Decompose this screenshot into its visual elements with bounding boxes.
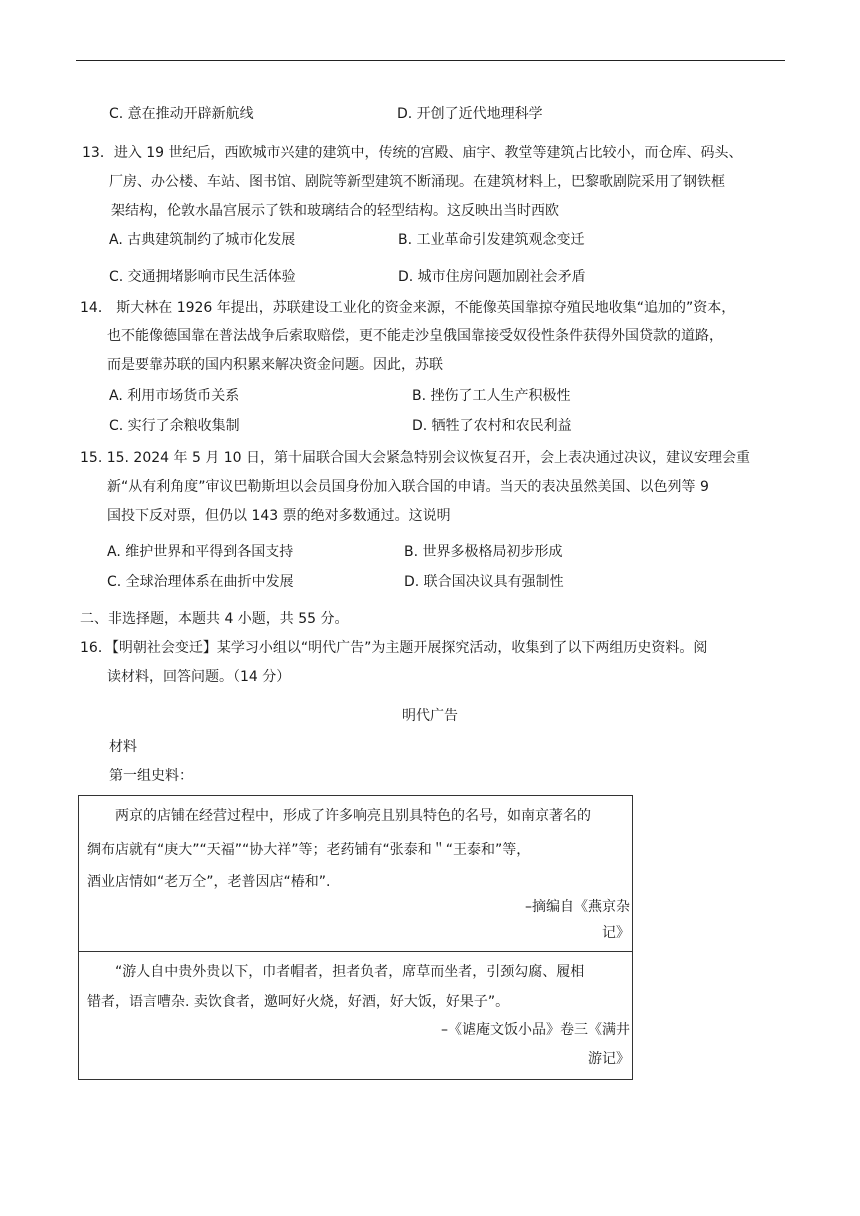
q15-stem-line3: 国投下反对票，但仍以 143 票的绝对多数通过。这说明 (107, 508, 451, 524)
q14-stem-line3: 而是要靠苏联的国内积累来解决资金问题。因此，苏联 (107, 357, 443, 373)
group1-label: 第一组史料： (109, 768, 193, 784)
box1-text-line3: 酒业店情如“老万仝”，老普因店“椿和”. (87, 874, 331, 890)
material-title: 明代广告 (402, 708, 458, 724)
q14-option-b: B. 挫伤了工人生产积极性 (412, 388, 571, 404)
box1-source-line2: 记》 (602, 925, 630, 941)
q14-option-a: A. 利用市场货币关系 (109, 388, 240, 404)
q14-stem-line2: 也不能像德国靠在普法战争后索取赔偿，更不能走沙皇俄国靠接受奴役性条件获得外国贷款的道路， (107, 328, 723, 344)
q13-stem-line2: 厂房、办公楼、车站、图书馆、剧院等新型建筑不断涌现。在建筑材料上，巴黎歌剧院采用了钢铁框 (109, 174, 725, 190)
q13-option-a: A. 古典建筑制约了城市化发展 (109, 232, 296, 248)
box2-source-line1: –《谑庵文饭小品》卷三《满井 (441, 1022, 630, 1038)
q15-stem-line2: 新“从有利角度”审议巴勒斯坦以会员国身份加入联合国的申请。当天的表决虽然美国、以色列等 9 (107, 479, 709, 495)
q12-option-c: C. 意在推动开辟新航线 (109, 106, 254, 122)
box1-source-line1: –摘编自《燕京杂 (525, 899, 630, 915)
box1-text-line2: 绸布店就有“庚大”“天福”“协大祥”等；老药铺有“张泰和＂“王泰和”等， (87, 842, 531, 858)
q14-option-c: C. 实行了余粮收集制 (109, 418, 240, 434)
q13-option-d: D. 城市住房问题加剧社会矛盾 (398, 269, 586, 285)
material-label: 材料 (109, 739, 137, 755)
box1-text-line1: 两京的店铺在经营过程中，形成了许多响亮且别具特色的名号，如南京著名的 (115, 808, 591, 824)
q15-option-d: D. 联合国决议具有强制性 (404, 574, 564, 590)
q13-option-c: C. 交通拥堵影响市民生活体验 (109, 269, 296, 285)
q15-stem-line1: 15. 15. 2024 年 5 月 10 日，第十届联合国大会紧急特别会议恢复召开，会上表决通过决议，建议安理会重 (80, 450, 751, 466)
box2-text-line2: 错者，语言嘈杂. 卖饮食者，邀呵好火烧，好酒，好大饭，好果子”。 (87, 994, 510, 1010)
q13-stem-line3: 架结构，伦敦水晶宫展示了铁和玻璃结合的轻型结构。这反映出当时西欧 (111, 203, 559, 219)
source-box-2 (78, 952, 633, 1080)
q16-stem-line1: 16．【明朝社会变迁】某学习小组以“明代广告”为主题开展探究活动，收集到了以下两组历史资料。阅 (80, 640, 708, 656)
header-rule (76, 60, 785, 61)
q16-stem-line2: 读材料，回答问题。（14 分） (107, 669, 291, 685)
q12-option-d: D. 开创了近代地理科学 (397, 106, 543, 122)
q14-stem-line1: 14． 斯大林在 1926 年提出，苏联建设工业化的资金来源，不能像英国靠掠夺殖民地收集“追加的”资本， (80, 300, 736, 316)
box2-text-line1: “游人自中贵外贵以下，巾者帽者，担者负者，席草而坐者，引颈勾腐、履相 (115, 964, 585, 980)
q15-option-c: C. 全球治理体系在曲折中发展 (107, 574, 294, 590)
q13-stem-line1: 13．进入 19 世纪后，西欧城市兴建的建筑中，传统的宫殿、庙宇、教堂等建筑占比较小，而仓库、码头、 (82, 145, 743, 161)
section-heading: 二、非选择题，本题共 4 小题，共 55 分。 (80, 611, 349, 627)
q14-option-d: D. 牺牲了农村和农民利益 (412, 418, 572, 434)
box2-source-line2: 游记》 (588, 1051, 630, 1067)
q15-option-a: A. 维护世界和平得到各国支持 (107, 544, 294, 560)
source-box-1 (78, 795, 633, 952)
q15-option-b: B. 世界多极格局初步形成 (404, 544, 563, 560)
q13-option-b: B. 工业革命引发建筑观念变迁 (398, 232, 585, 248)
